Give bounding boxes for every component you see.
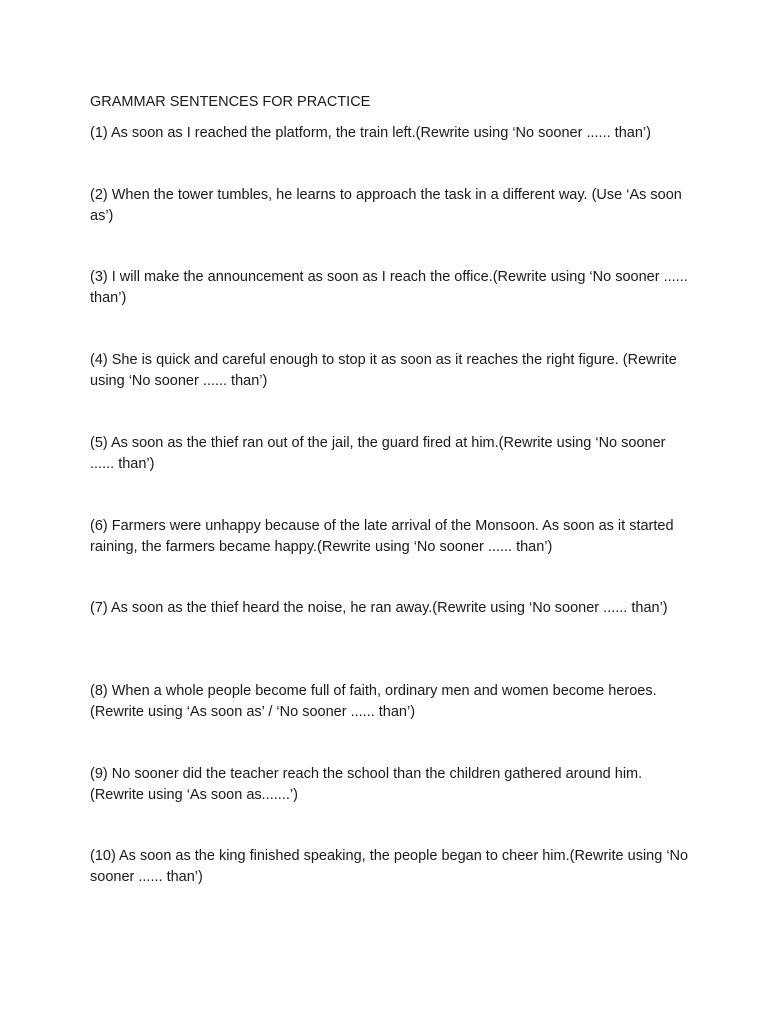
practice-item-6: (6) Farmers were unhappy because of the late arrival of the Monsoon. As soon as it started raining, the farmers became happy.(Rewrite using ‘No sooner ...... than’) [90, 518, 674, 555]
document-title: GRAMMAR SENTENCES FOR PRACTICE [90, 94, 371, 110]
practice-item-10: (10) As soon as the king finished speaking, the people began to cheer him.(Rewrite using ‘No sooner ...... than’) [90, 848, 689, 885]
practice-item-9: (9) No sooner did the teacher reach the school than the children gathered around him.(Rewrite using ‘As soon as.......’) [90, 766, 643, 803]
practice-item-1: (1) As soon as I reached the platform, the train left.(Rewrite using ‘No sooner ...... than’) [90, 125, 651, 141]
practice-item-8: (8) When a whole people become full of faith, ordinary men and women become heroes.(Rewrite using ‘As soon as’ / ‘No sooner ...... than’) [90, 683, 657, 720]
practice-item-3: (3) I will make the announcement as soon as I reach the office.(Rewrite using ‘No sooner ...... than’) [90, 269, 688, 306]
practice-item-5: (5) As soon as the thief ran out of the jail, the guard fired at him.(Rewrite using ‘No sooner ...... than’) [90, 435, 666, 472]
practice-item-7: (7) As soon as the thief heard the noise, he ran away.(Rewrite using ‘No sooner ...... than’) [90, 600, 668, 616]
practice-item-4: (4) She is quick and careful enough to stop it as soon as it reaches the right figure. (Rewrite using ‘No sooner ...... than’) [90, 352, 677, 389]
practice-item-2: (2) When the tower tumbles, he learns to approach the task in a different way. (Use ‘As soon as’) [90, 187, 682, 224]
